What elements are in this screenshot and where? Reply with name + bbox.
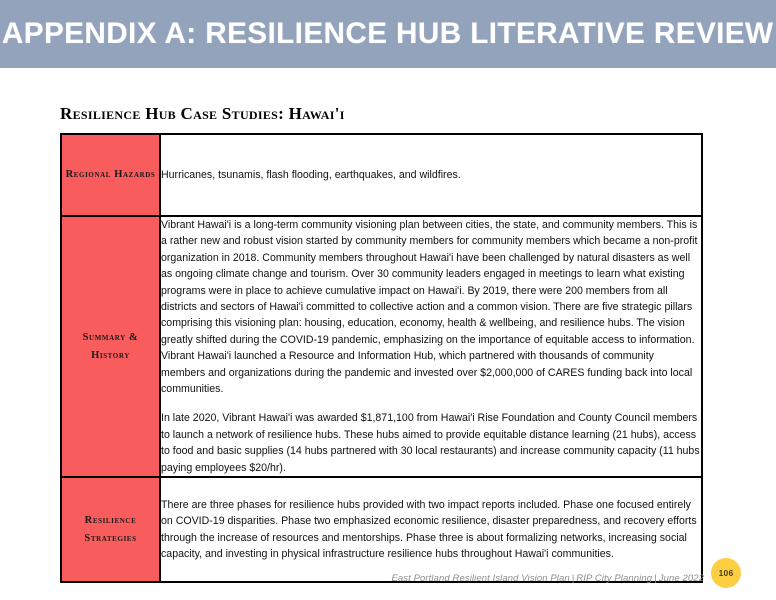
footer-separator: | bbox=[571, 573, 575, 584]
row-content-summary-history bbox=[160, 216, 702, 477]
row-label-text: Resilience Strategies bbox=[84, 515, 137, 544]
row-label-resilience-strategies bbox=[61, 477, 160, 582]
paragraph: There are three phases for resilience hubs provided with two impact reports included. Phase one focused entirely on COVID-19 disparities. Phase two emphasized economic resilience, disaster preparedness, and recovery efforts through the increase of resources and mentorships. Phase three is about formalizing networks, increasing social capacity, and investing in physical infrastructure resilience hubs throughout Hawai'i communities. bbox=[161, 498, 697, 560]
page-header-banner bbox=[0, 0, 776, 68]
paragraph: In late 2020, Vibrant Hawai'i was awarded $1,871,100 from Hawai'i Rise Foundation and County Council members to launch a network of resilience hubs. These hubs aimed to provide equitable distance learning (21 hubs), access to food and basic supplies (14 hubs partnered with 30 local restaurants) and increase community capacity (11 hubs paying employees $20/hr). bbox=[161, 412, 700, 474]
page-number: 106 bbox=[718, 568, 734, 578]
row-label-summary-history bbox=[61, 216, 160, 477]
page-number-badge bbox=[711, 558, 741, 588]
footer-separator: | bbox=[654, 573, 657, 584]
row-content-regional-hazards bbox=[160, 134, 702, 216]
table-row bbox=[61, 134, 702, 216]
page-footer bbox=[0, 573, 776, 593]
footer-document-title: East Portland Resilient Island Vision Plan bbox=[391, 573, 570, 584]
row-label-text: Summary & History bbox=[82, 332, 139, 361]
page-title: APPENDIX A: RESILIENCE HUB LITERATIVE REVIEW bbox=[2, 17, 774, 50]
table-row bbox=[61, 216, 702, 477]
footer-text bbox=[391, 573, 704, 584]
paragraph: Vibrant Hawai'i is a long-term community visioning plan between cities, the state, and community members. This is a rather new and robust vision started by community members for community members which became a non-profit organization in 2018. Community members throughout Hawai'i have been challenged by natural disasters as well as ongoing climate change and tourism. Over 30 community leaders engaged in meetings to learn what existing programs were in place to achieve cumulative impact on Hawai'i. By 2019, there were 200 members from all districts and sectors of Hawai'i committed to collective action and a common vision. There are five strategic pillars comprising this visioning plan: housing, education, economy, health & wellbeing, and resilience hubs. The vision greatly shifted during the COVID-19 pandemic, emphasizing on the importance of equitable access to information. Vibrant Hawai'i launched a Resource and Information Hub, which partnered with thousands of community members and organizations during the pandemic and invested over $2,000,000 of CARES funding back into local communities. bbox=[161, 219, 698, 396]
table-row bbox=[61, 477, 702, 582]
row-label-regional-hazards bbox=[61, 134, 160, 216]
row-content-resilience-strategies bbox=[160, 477, 702, 582]
paragraph: Hurricanes, tsunamis, flash flooding, earthquakes, and wildfires. bbox=[161, 168, 461, 181]
footer-date: June 2022 bbox=[658, 573, 704, 584]
row-label-text: Regional Hazards bbox=[65, 169, 156, 181]
case-study-table bbox=[60, 133, 703, 583]
section-heading: Resilience Hub Case Studies: Hawai'i bbox=[60, 104, 345, 123]
footer-organization: RIP City Planning bbox=[576, 573, 653, 584]
